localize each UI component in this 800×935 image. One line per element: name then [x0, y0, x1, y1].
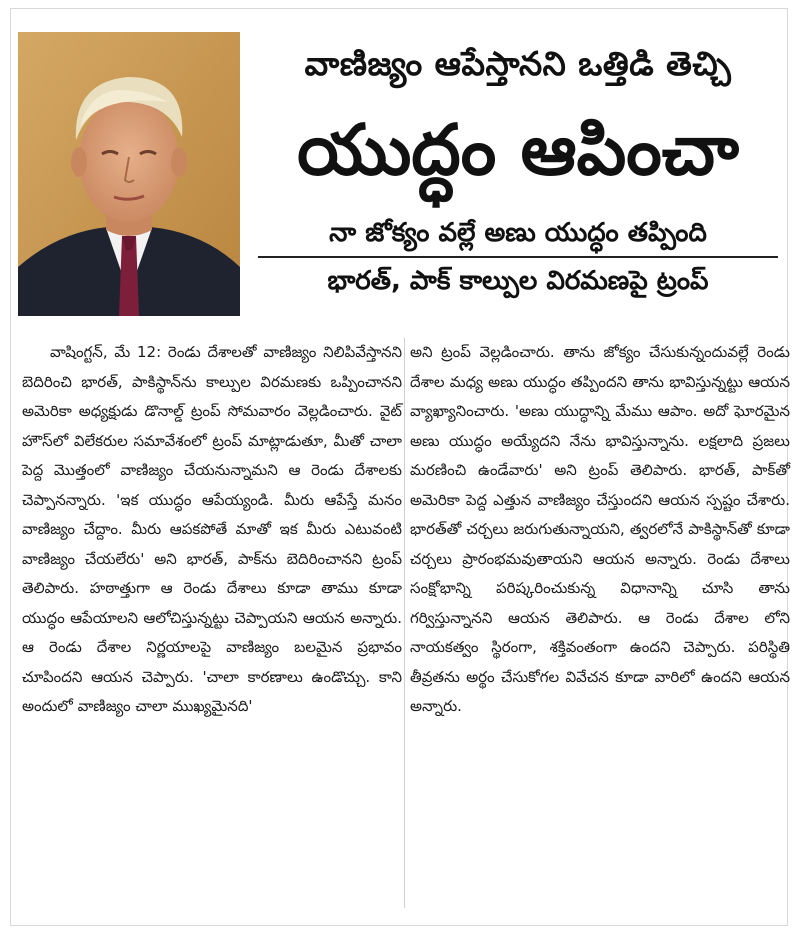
portrait-illustration — [18, 32, 240, 316]
headline-deck: నా జోక్యం వల్లే అణు యుద్ధం తప్పింది — [329, 218, 707, 248]
column-divider — [404, 338, 405, 908]
headline-kicker: వాణిజ్యం ఆపేస్తానని ఒత్తిడి తెచ్చి — [304, 44, 732, 83]
headline-title: యుద్ధం ఆపించా — [297, 109, 739, 191]
article-column-1: వాషింగ్టన్, మే 12: రెండు దేశాలతో వాణిజ్యం నిలిపివేస్తానని బెదిరించి భారత్, పాకిస్థాన్‌ను కాల్పుల విరమణకు ఒప్పించానని అమెరికా అధ్యక్షుడు డొనాల్డ్ ట్రంప్ సోమవారం వెల్లడించారు. వైట్ హౌస్‌లో విలేకరుల సమావేశంలో ట్రంప్ మాట్లాడుతూ, మీతో చాలా పెద్ద మొత్తంలో వాణిజ్యం చేయనున్నామని ఆ రెండు దేశాలకు చెప్పానన్నారు. 'ఇక యుద్ధం ఆపేయ్యండి. మీరు ఆపేస్తే మనం వాణిజ్యం చేద్దాం. మీరు ఆపకపోతే మాతో ఇక మీరు ఎటువంటి వాణిజ్యం చేయలేరు' అని భారత్, పాక్‌ను బెదిరించానని ట్రంప్ తెలిపారు. హఠాత్తుగా ఆ రెండు దేశాలు కూడా తాము కూడా యుద్ధం ఆపేయాలని ఆలోచిస్తున్నట్టు చెప్పాయని ఆయన అన్నారు. ఆ రెండు దేశాల నిర్ణయాలపై వాణిజ్యం బలమైన ప్రభావం చూపిందని ఆయన చెప్పారు. 'చాలా కారణాలు ఉండొచ్చు. కాని అందులో వాణిజ్యం చాలా ముఖ్యమైనది' — [22, 343, 402, 715]
portrait-photo — [18, 32, 240, 316]
article-column-2: అని ట్రంప్ వెల్లడించారు. తాను జోక్యం చేసుకున్నందువల్లే రెండు దేశాల మధ్య అణు యుద్ధం తప్పిందని తాను భావిస్తున్నట్టు ఆయన వ్యాఖ్యానించారు. 'అణు యుద్ధాన్ని మేము ఆపాం. అదో ఘోరమైన అణు యుద్ధం అయ్యేదని నేను భావిస్తున్నాను. లక్షలాది ప్రజలు మరణించి ఉండేవారు' అని ట్రంప్ తెలిపారు. భారత్, పాక్‌తో అమెరికా పెద్ద ఎత్తున వాణిజ్యం చేస్తుందని ఆయన స్పష్టం చేశారు. భారత్‌తో చర్చలు జరుగుతున్నాయని, త్వరలోనే పాకిస్థాన్‌తో కూడా చర్చలు ప్రారంభమవుతాయని ఆయన అన్నారు. రెండు దేశాలు సంక్షోభాన్ని పరిష్కరించుకున్న విధానాన్ని చూసి తాను గర్విస్తున్నానని ఆయన తెలిపారు. ఆ రెండు దేశాల లోని నాయకత్వం స్థిరంగా, శక్తివంతంగా ఉందని చెప్పారు. పరిస్థితి తీవ్రతను అర్థం చేసుకోగల వివేచన కూడా వారిలో ఉందని ఆయన అన్నారు. — [410, 343, 790, 715]
headline-divider — [258, 256, 778, 258]
headline-tagline: భారత్, పాక్ కాల్పుల విరమణపై ట్రంప్ — [327, 266, 709, 296]
